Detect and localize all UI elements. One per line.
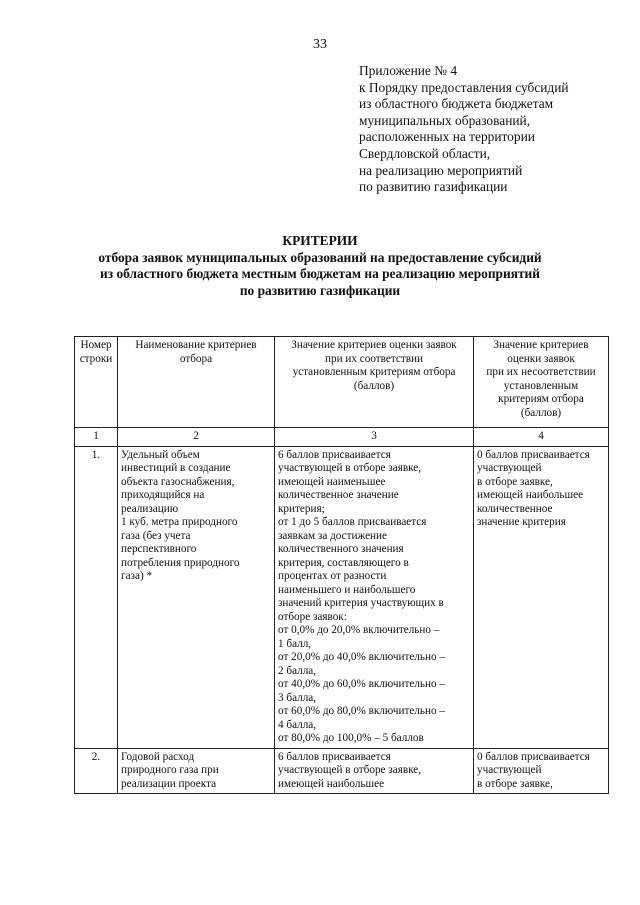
table-row (75, 446, 609, 748)
cell-line: в отборе заявке, (477, 777, 553, 790)
cell-line: участвующей в отборе заявке, (278, 462, 422, 474)
cell-line: 2 балла, (278, 664, 317, 677)
cell-line: критерия, составляющего в (278, 556, 409, 569)
header-cell-name (118, 337, 275, 428)
header-line: отбора (179, 352, 213, 365)
table-header-row (75, 337, 609, 428)
page-number: 33 (313, 37, 327, 52)
cell-line: реализации проекта (121, 777, 217, 790)
header-line: критериям отбора (498, 393, 584, 405)
header-line: Значение критериев оценки заявок (291, 339, 457, 351)
cell-line: критерия; (278, 502, 325, 515)
cell-line: объекта газоснабжения, (121, 475, 235, 488)
header-line: установленным критериям отбора (292, 366, 456, 378)
header-cell-number (75, 337, 118, 428)
column-number: 3 (275, 428, 474, 447)
header-line: установленным (503, 379, 579, 392)
cell-line: потребления природного (121, 556, 240, 569)
cell-line: участвующей (477, 764, 542, 776)
header-line: строки (79, 352, 113, 365)
appendix-line: по развитию газификации (359, 179, 508, 195)
cell-line: наименьшего и наибольшего (278, 583, 416, 596)
cell-line: инвестиций в создание (121, 462, 231, 474)
column-number-row (75, 428, 609, 447)
row-number: 2. (75, 748, 118, 794)
column-number: 2 (118, 428, 275, 447)
appendix-line: Свердловской области, (359, 145, 491, 161)
criterion-match-cell (275, 748, 474, 794)
cell-line: реализацию (121, 502, 179, 515)
cell-line: Удельный объем (121, 448, 200, 461)
cell-line: количественного значения (278, 543, 404, 555)
criterion-match-cell (275, 446, 474, 748)
cell-line: Годовой расход (121, 750, 195, 763)
cell-line: от 80,0% до 100,0% – 5 баллов (278, 732, 424, 744)
cell-line: количественное значение (278, 489, 399, 501)
document-title (0, 233, 640, 299)
title-line: по развитию газификации (239, 282, 401, 298)
cell-line: 6 баллов присваивается (278, 750, 391, 763)
title-heading: КРИТЕРИИ (282, 233, 358, 248)
cell-line: значений критерия участвующих в (278, 597, 444, 609)
header-line: Номер (80, 339, 112, 351)
cell-line: 3 балла, (278, 691, 317, 704)
cell-line: значение критерия (477, 516, 566, 528)
cell-line: природного газа при (121, 764, 219, 776)
header-line: Наименование критериев (135, 339, 257, 351)
column-number: 1 (75, 428, 118, 447)
cell-line: участвующей в отборе заявке, (278, 764, 422, 776)
cell-line: количественное (477, 502, 553, 515)
cell-line: 0 баллов присваивается (477, 448, 590, 461)
cell-line: 1 балл, (278, 637, 312, 650)
header-line: (баллов) (353, 379, 395, 392)
header-cell-match (275, 337, 474, 428)
cell-line: участвующей (477, 462, 542, 474)
cell-line: заявкам за достижение (278, 529, 387, 542)
appendix-line: из областного бюджета бюджетам (359, 96, 554, 112)
criterion-mismatch-cell (474, 748, 609, 794)
cell-line: имеющей наименьшее (278, 475, 386, 488)
criterion-name-cell (118, 446, 275, 748)
header-line: при их соответствии (325, 352, 423, 365)
cell-line: от 60,0% до 80,0% включительно – (278, 705, 445, 717)
header-line: (баллов) (520, 406, 562, 419)
cell-line: 0 баллов присваивается (477, 750, 590, 763)
title-line: отбора заявок муниципальных образований на предоставление субсидий (98, 249, 542, 265)
cell-line: от 1 до 5 баллов присваивается (278, 516, 427, 528)
cell-line: перспективного (121, 543, 197, 555)
table-row (75, 748, 609, 794)
cell-line: от 40,0% до 60,0% включительно – (278, 678, 445, 690)
appendix-line: к Порядку предоставления субсидий (359, 79, 569, 95)
cell-line: в отборе заявке, (477, 475, 553, 488)
title-line: из областного бюджета местным бюджетам на реализацию мероприятий (100, 266, 540, 282)
header-line: оценки заявок (507, 352, 575, 365)
cell-line: отборе заявок: (278, 610, 347, 623)
cell-line: от 0,0% до 20,0% включительно – (278, 624, 440, 636)
cell-line: от 20,0% до 40,0% включительно – (278, 651, 445, 663)
appendix-line: Приложение № 4 (359, 63, 458, 78)
criterion-mismatch-cell (474, 446, 609, 748)
cell-line: имеющей наибольшее (278, 777, 385, 790)
column-number: 4 (474, 428, 609, 447)
appendix-line: муниципальных образований, (359, 112, 531, 128)
header-line: при их несоответствии (486, 366, 596, 378)
header-line: Значение критериев (493, 339, 589, 351)
criterion-name-cell (118, 748, 275, 794)
cell-line: газа (без учета (121, 529, 191, 542)
cell-line: 1 куб. метра природного (121, 516, 238, 528)
cell-line: 4 балла, (278, 718, 317, 731)
cell-line: газа) * (121, 570, 153, 582)
appendix-line: на реализацию мероприятий (359, 162, 523, 178)
header-cell-mismatch (474, 337, 609, 428)
cell-line: 6 баллов присваивается (278, 448, 391, 461)
cell-line: имеющей наибольшее (477, 489, 584, 501)
row-number: 1. (75, 446, 118, 748)
criteria-table (74, 336, 609, 794)
appendix-line: расположенных на территории (359, 129, 535, 145)
cell-line: процентах от разности (278, 570, 387, 582)
appendix-block (359, 63, 569, 196)
cell-line: приходящийся на (121, 489, 205, 501)
